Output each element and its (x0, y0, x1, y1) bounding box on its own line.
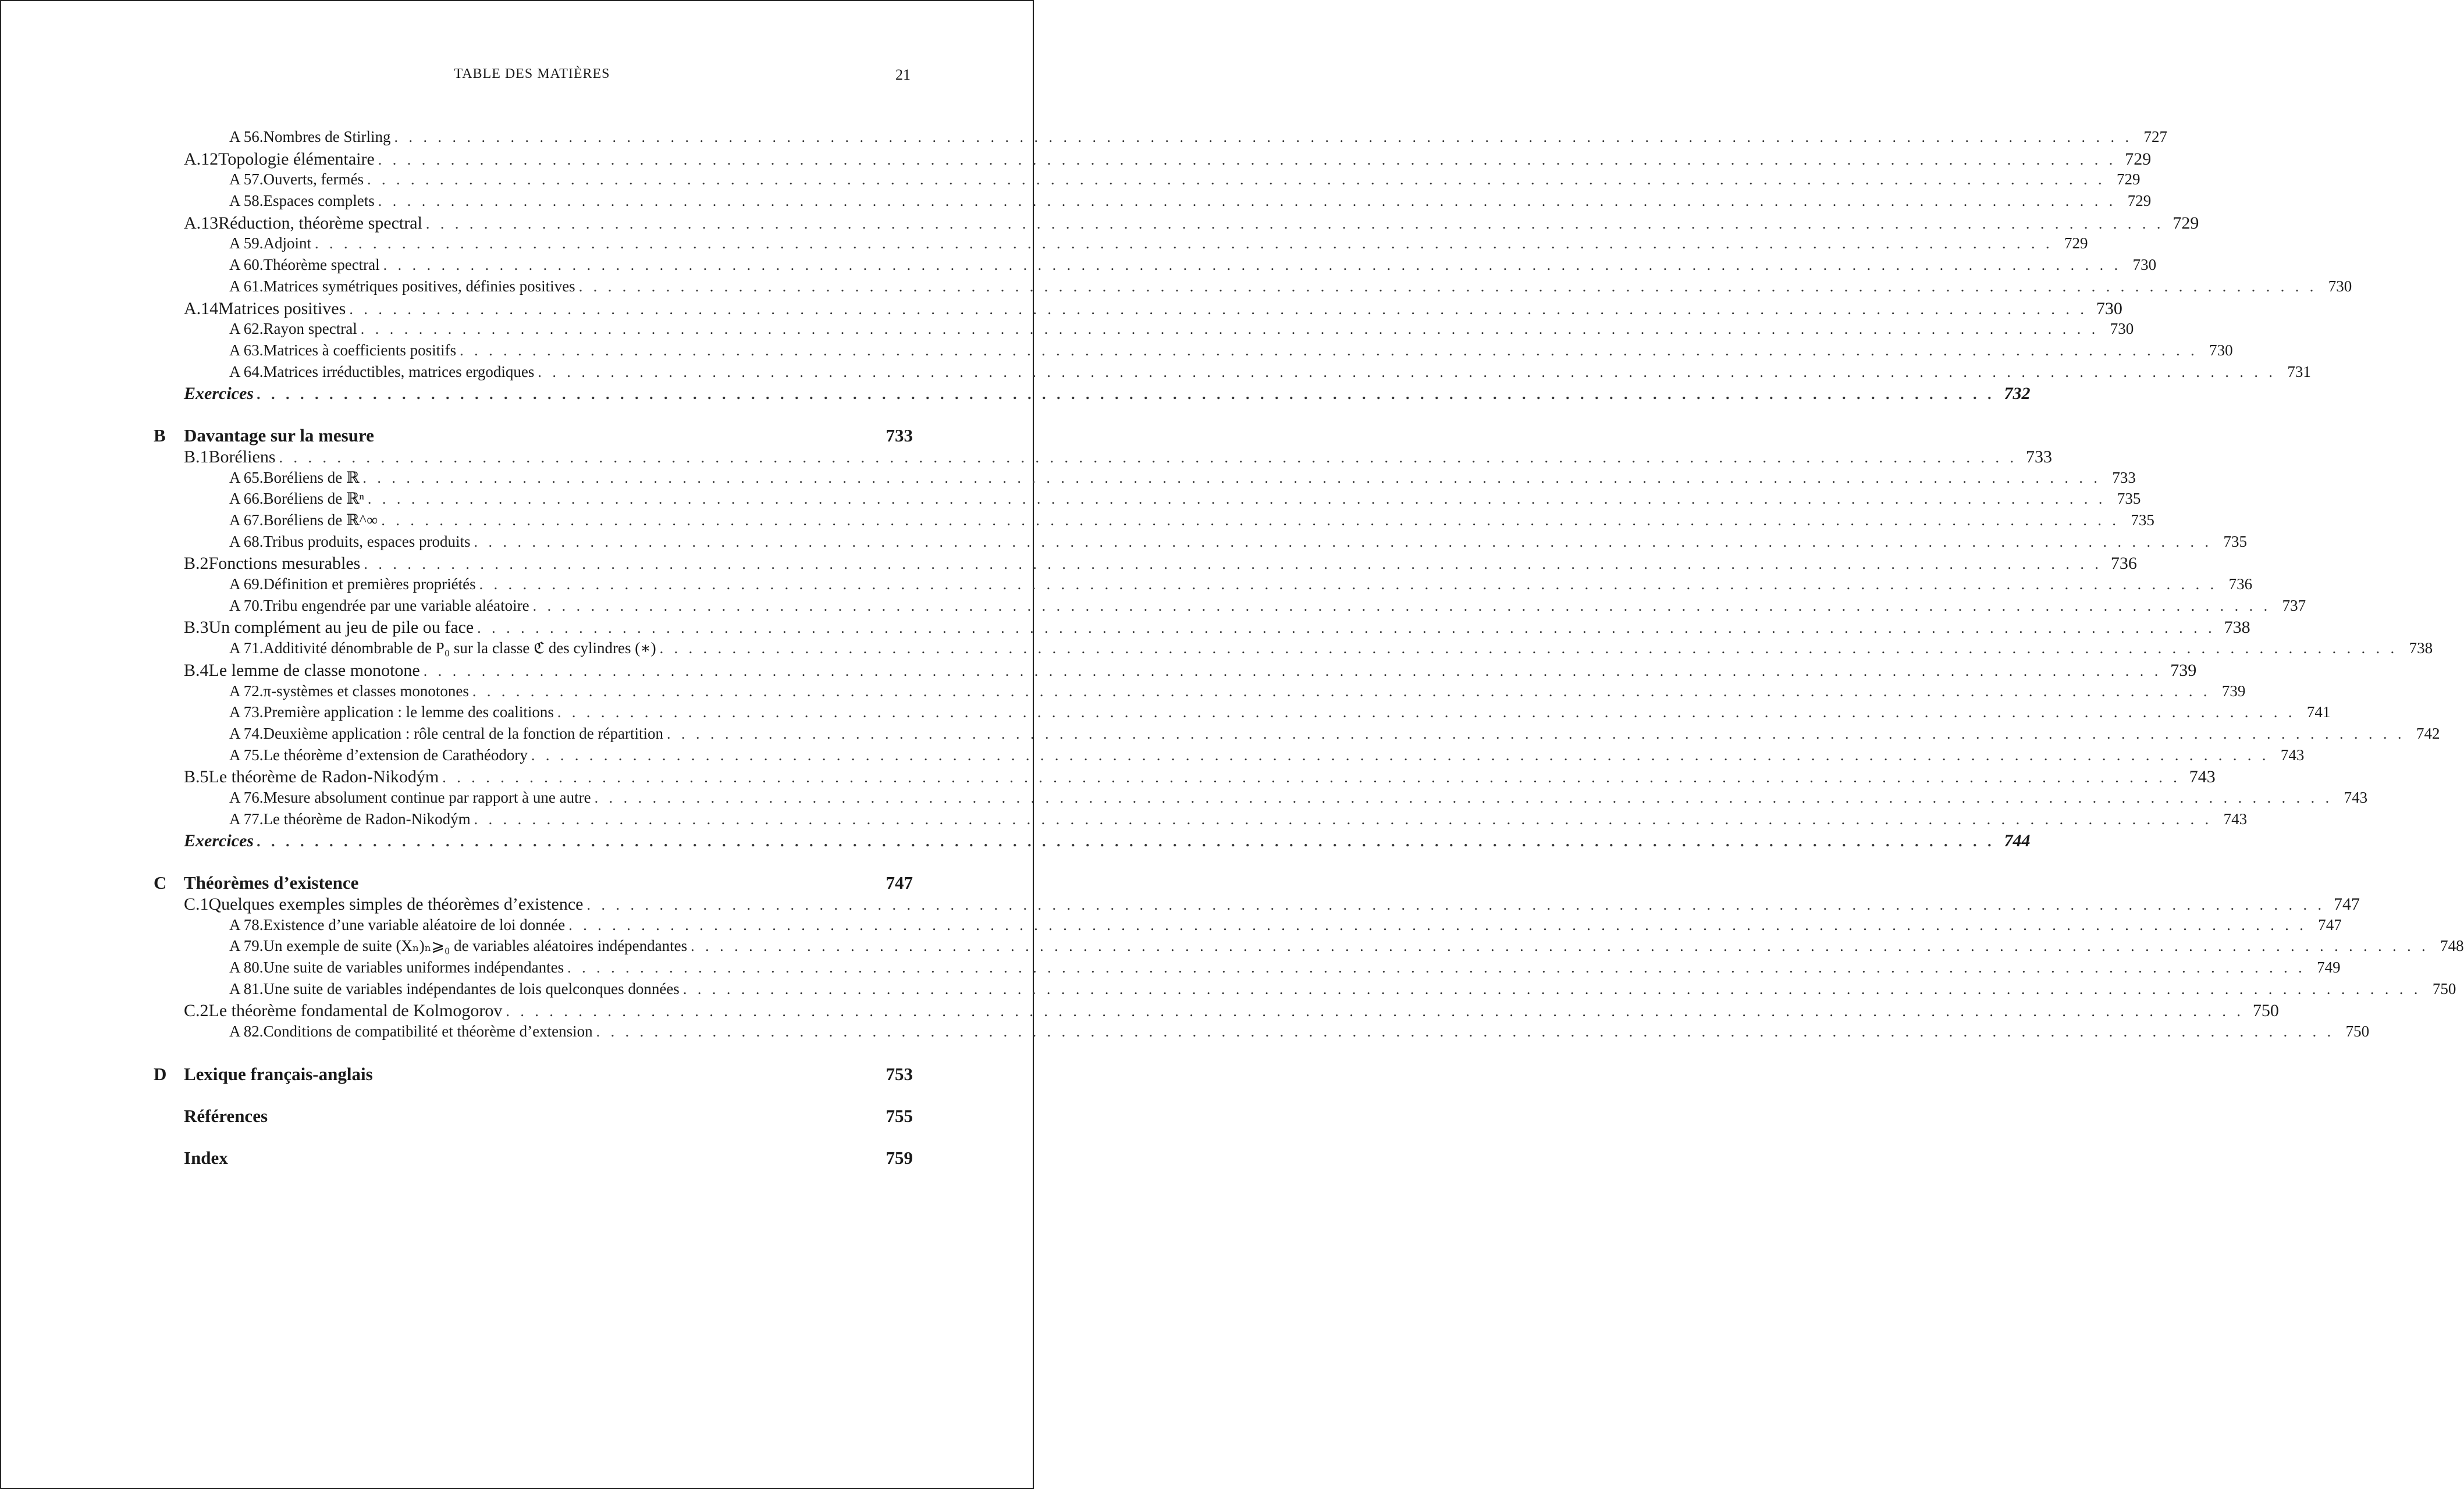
toc-number: A 77. (229, 810, 264, 828)
toc-title: Index (184, 1147, 228, 1168)
toc-number: A.14 (184, 298, 219, 318)
toc-page-number: 738 (2409, 639, 2433, 657)
toc-title: Le théorème d’extension de Carathéodory (263, 746, 528, 764)
toc-section[interactable] (154, 447, 2052, 469)
header-page-number: 21 (895, 66, 911, 83)
toc-page-number: 737 (2282, 596, 2306, 614)
toc-number: A 72. (229, 682, 264, 700)
toc-number: A.12 (184, 149, 219, 169)
dot-leader: . . . . . . . . . . . . . . . . . . . . . . . . . . . . . . . . . . . . . . . . . . . . . . . . . . . . . . . . . . . . . . . . . . . . . . . . . . . . . . . . . . . . . . . . . . . . . . . . . . . . . . . . . . . . . . . . . . . . . . . . (378, 151, 2117, 168)
toc-title: Adjoint (263, 234, 312, 252)
dot-leader: . . . . . . . . . . . . . . . . . . . . . . . . . . . . . . . . . . . . . . . . . . . . . . . . . . . . . . . . . . . . . . . . . . . . . . . . . . . . . . . . . . . . . . . . . . . . . . . . . . . . . . . . . . . . . . . . . . . . . . . . (378, 193, 2117, 210)
toc-page-number: 744 (2004, 831, 2031, 851)
dot-leader: . . . . . . . . . . . . . . . . . . . . . . . . . . . . . . . . . . . . . . . . . . . . . . . . . . . . . . . . . . . . . . . . . . . . . . . . . . . . . . . . . . . . . . . . . . . . . . . . . . . . . . . . . . . . . . . . . . . . . . . . (594, 789, 2333, 806)
toc-exercice[interactable] (154, 384, 2031, 405)
toc-page-number: 750 (2432, 979, 2456, 998)
toc-number: A 59. (229, 234, 264, 252)
toc-entry[interactable] (154, 532, 2248, 554)
toc-title: Matrices irréductibles, matrices ergodiques (263, 362, 535, 380)
toc-title: Le théorème fondamental de Kolmogorov (208, 1001, 503, 1021)
toc-number: A 75. (229, 746, 264, 764)
toc-entry[interactable] (154, 511, 2154, 533)
dot-leader: . . . . . . . . . . . . . . . . . . . . . . . . . . . . . . . . . . . . . . . . . . . . . . . . . . . . . . . . . . . . . . . . . . . . . . . . . . . . . . . . . . . . . . . . . . . . . . . . . . . . . . . . . . . . . . . . . . . . . . . . (531, 746, 2270, 764)
dot-leader: . . . . . . . . . . . . . . . . . . . . . . . . . . . . . . . . . . . . . . . . . . . . . . . . . . . . . . . . . . . . . . . . . . . . . . . . . . . . . . . . . . . . . . . . . . . . . . . . . . . . . . . . . . . . . . . . . . . . . . . . (474, 810, 2213, 828)
toc-page-number: 735 (2117, 490, 2141, 508)
toc-number: A 81. (229, 979, 264, 998)
toc-number: D (154, 1063, 167, 1084)
toc-page-number: 733 (2026, 447, 2052, 466)
toc-number: A 74. (229, 724, 264, 742)
toc-page-number: 730 (2209, 341, 2233, 359)
toc-title: Le lemme de classe monotone (208, 660, 420, 680)
toc-chapter[interactable] (154, 1106, 913, 1128)
toc-title: π-systèmes et classes monotones (263, 682, 469, 700)
toc-entry[interactable] (154, 192, 2152, 213)
toc-title: Une suite de variables uniformes indépendantes (263, 959, 564, 977)
toc-number: A 78. (229, 916, 264, 934)
toc-title: Boréliens de ℝⁿ (263, 490, 364, 508)
toc-title: Nombres de Stirling (263, 128, 391, 145)
toc-entry[interactable] (154, 810, 2248, 832)
toc-section[interactable] (154, 767, 2216, 789)
dot-leader: . . . . . . . . . . . . . . . . . . . . . . . . . . . . . . . . . . . . . . . . . . . . . . . . . . . . . . . . . . . . . . . . . . . . . . . . . . . . . . . . . . . . . . . . . . . . . . . . . . . . . . . . . . . . . . . . . . . . . . . . (532, 597, 2271, 614)
toc-title: Espaces complets (263, 192, 375, 210)
toc-number: B.3 (184, 618, 209, 637)
toc-entry[interactable] (154, 1023, 2370, 1044)
toc-number: A 67. (229, 511, 264, 529)
toc-section[interactable] (154, 895, 2360, 916)
dot-leader: . . . . . . . . . . . . . . . . . . . . . . . . . . . . . . . . . . . . . . . . . . . . . . . . . . . . . . . . . . . . . . . . . . . . . . . . . . . . . . . . . . . . . . . . . . . . . . . . . . . . . . . . . . . . . . . . . . . . . . . . (682, 980, 2422, 998)
toc-page-number: 738 (2224, 618, 2250, 637)
toc-page-number: 739 (2170, 660, 2197, 680)
toc-section[interactable] (154, 298, 2122, 320)
toc-entry[interactable] (154, 575, 2253, 597)
toc-title: Matrices à coefficients positifs (263, 341, 457, 359)
toc-number: A 80. (229, 959, 264, 977)
toc-chapter[interactable] (154, 872, 913, 895)
table-of-contents (154, 128, 2464, 1170)
dot-leader: . . . . . . . . . . . . . . . . . . . . . . . . . . . . . . . . . . . . . . . . . . . . . . . . . . . . . . . . . . . . . . . . . . . . . . . . . . . . . . . . . . . . . . . . . . . . . . . . . . . . . . . . . . . . . . . . . . . . . . . . (362, 469, 2101, 486)
toc-entry[interactable] (154, 639, 2433, 661)
toc-title: Boréliens de ℝ^∞ (263, 511, 378, 529)
toc-number: B.5 (184, 767, 209, 787)
running-header (154, 66, 911, 87)
toc-chapter[interactable] (154, 1064, 913, 1086)
toc-title: Exercices (184, 831, 254, 851)
toc-page-number: 735 (2131, 511, 2154, 529)
toc-entry[interactable] (154, 703, 2331, 725)
toc-page-number: 747 (886, 872, 913, 893)
dot-leader: . . . . . . . . . . . . . . . . . . . . . . . . . . . . . . . . . . . . . . . . . . . . . . . . . . . . . . . . . . . . . . . . . . . . . . . . . . . . . . . . . . . . . . . . . . . . . . . . . . . . . . . . . . . . . . . . . . . . . . . . (568, 916, 2307, 934)
toc-number: A 64. (229, 362, 264, 380)
toc-title: Définition et premières propriétés (263, 575, 476, 593)
toc-title: Première application : le lemme des coalitions (263, 703, 554, 721)
toc-section[interactable] (154, 660, 2197, 682)
toc-number: A 62. (229, 320, 264, 338)
dot-leader: . . . . . . . . . . . . . . . . . . . . . . . . . . . . . . . . . . . . . . . . . . . . . . . . . . . . . . . . . . . . . . . . . . . . . . . . . . . . . . . . . . . . . . . . . . . . . . . . . . . . . . . . . . . . . . . . . . . . . . . . (360, 320, 2099, 338)
toc-chapter[interactable] (154, 425, 913, 447)
dot-leader: . . . . . . . . . . . . . . . . . . . . . . . . . . . . . . . . . . . . . . . . . . . . . . . . . . . . . . . . . . . . . . . . . . . . . . . . . . . . . . . . . . . . . . . . . . . . . . . . . . . . . . . . . . . . . . . . . . . . . . . . (364, 555, 2102, 573)
dot-leader: . . . . . . . . . . . . . . . . . . . . . . . . . . . . . . . . . . . . . . . . . . . . . . . . . . . . . . . . . . . . . . . . . . . . . . . . . . . . . . . . . . . . . . . . . . . . . . . . . . . . . . . . . . . . . . . . . . . . . . . . (442, 769, 2181, 786)
toc-title: Deuxième application : rôle central de la fonction de répartition (263, 724, 663, 742)
toc-title: Lexique français-anglais (184, 1063, 373, 1084)
toc-number: B.2 (184, 554, 209, 573)
dot-leader: . . . . . . . . . . . . . . . . . . . . . . . . . . . . . . . . . . . . . . . . . . . . . . . . . . . . . . . . . . . . . . . . . . . . . . . . . . . . . . . . . . . . . . . . . . . . . . . . . . . . . . . . . . . . . . . . . . . . . . . . (472, 682, 2211, 700)
dot-leader: . . . . . . . . . . . . . . . . . . . . . . . . . . . . . . . . . . . . . . . . . . . . . . . . . . . . . . . . . . . . . . . . . . . . . . . . . . . . . . . . . . . . . . . . . . . . . . . . . . . . . . . . . . . . . . . . . . . . . . . . (367, 171, 2106, 188)
toc-title: Un complément au jeu de pile ou face (208, 618, 474, 637)
toc-entry[interactable] (154, 341, 2233, 363)
toc-number: A 57. (229, 170, 264, 188)
dot-leader: . . . . . . . . . . . . . . . . . . . . . . . . . . . . . . . . . . . . . . . . . . . . . . . . . . . . . . . . . . . . . . . . . . . . . . . . . . . . . . . . . . . . . . . . . . . . . . . . . . . . . . . . . . . . . . . . . . . . . . . . (538, 363, 2276, 380)
toc-section[interactable] (154, 1001, 2279, 1023)
toc-title: Matrices positives (218, 298, 346, 318)
toc-number: A 61. (229, 277, 264, 295)
toc-page-number: 743 (2280, 746, 2305, 764)
toc-entry[interactable] (154, 128, 2167, 149)
toc-entry[interactable] (154, 170, 2141, 192)
toc-title: Davantage sur la mesure (184, 425, 374, 446)
toc-title: Un exemple de suite (Xₙ)ₙ⩾₀ de variables aléatoires indépendantes (263, 937, 688, 955)
dot-leader: . . . . . . . . . . . . . . . . . . . . . . . . . . . . . . . . . . . . . . . . . . . . . . . . . . . . . . . . . . . . . . . . . . . . . . . . . . . . . . . . . . . . . . . . . . . . . . . . . . . . . . . . . . . . . . . . . . . . . . . . (557, 704, 2296, 721)
dot-leader: . . . . . . . . . . . . . . . . . . . . . . . . . . . . . . . . . . . . . . . . . . . . . . . . . . . . . . . . . . . . . . . . . . . . . . . . . . . . . . . . . . . . . . . . . . . . . . . . . . . . . . . . . . . . . . . . . . . . . . . . (477, 619, 2216, 637)
dot-leader: . . . . . . . . . . . . . . . . . . . . . . . . . . . . . . . . . . . . . . . . . . . . . . . . . . . . . . . . . . . . . . . . . . . . . . . . . . . . . . . . . . . . . . . . . . . . . . . . . . . . . . . . . . . . . . . . . . . . . . . . (315, 235, 2053, 252)
toc-section[interactable] (154, 554, 2137, 575)
toc-page-number: 742 (2416, 724, 2440, 742)
toc-page-number: 743 (2344, 788, 2368, 806)
toc-title: Réduction, théorème spectral (218, 213, 422, 233)
dot-leader: . . . . . . . . . . . . . . . . . . . . . . . . . . . . . . . . . . . . . . . . . . . . . . . . . . . . . . . . . . . . . . . . . . . . . . . . . . . . . . . . . . . . . . . . . . . . . . . . . . . . . . . . . . . . . . . . . . . . . . . . (659, 640, 2398, 657)
dot-leader: . . . . . . . . . . . . . . . . . . . . . . . . . . . . . . . . . . . . . . . . . . . . . . . . . . . . . . . . . . . . . . . . . . . . . . . . . . . . . . . . . . . . . . . . . . . . . . . . . . . . . . . . . . . . . . . . . . . . . . . . (425, 215, 2164, 232)
toc-page-number: 729 (2116, 170, 2141, 188)
toc-title: Conditions de compatibilité et théorème d’extension (263, 1023, 593, 1041)
toc-page-number: 730 (2132, 256, 2157, 274)
toc-entry[interactable] (154, 788, 2368, 810)
toc-page-number: 743 (2189, 767, 2216, 787)
dot-leader: . . . . . . . . . . . . . . . . . . . . . . . . . . . . . . . . . . . . . . . . . . . . . . . . . . . . . . . . . . . . . . . . . . . . . . . . . . . . . . . . . . . . . . . . . . . . . . . . . . . . . . . . . . . . . . . . . . . . . . . . (394, 129, 2132, 145)
toc-number: A 60. (229, 256, 264, 274)
dot-leader: . . . . . . . . . . . . . . . . . . . . . . . . . . . . . . . . . . . . . . . . . . . . . . . . . . . . . . . . . . . . . . . . . . . . . . . . . . . . . . . . . . . . . . . . . . . . . . . . . . . . . . . . . . . . . . . . . . . . . . . . (381, 512, 2120, 529)
toc-entry[interactable] (154, 277, 2352, 299)
toc-title: Boréliens de ℝ (263, 468, 360, 486)
dot-leader: . . . . . . . . . . . . . . . . . . . . . . . . . . . . . . . . . . . . . . . . . . . . . . . . . . . . . . . . . . . . . . . . . . . . . . . . . . . . . . . . . . . . . . . . . . . . . . . . . . . . . . . . . . . . . . . . . . . . . . . . (667, 725, 2405, 742)
dot-leader: . . . . . . . . . . . . . . . . . . . . . . . . . . . . . . . . . . . . . . . . . . . . . . . . . . . . . . . . . . . . . . . . . . . . . . . . . . . . . . . . . . . . . . . . . . . . . . . . . . . . . . . . . . . . . . . . . . . . . . . . (567, 959, 2306, 977)
toc-number: A 73. (229, 703, 264, 721)
toc-page-number: 736 (2110, 554, 2137, 573)
toc-title: Ouverts, fermés (263, 170, 364, 188)
toc-exercice[interactable] (154, 831, 2031, 853)
dot-leader: . . . . . . . . . . . . . . . . . . . . . . . . . . . . . . . . . . . . . . . . . . . . . . . . . . . . . . . . . . . . . . . . . . . . . . . . . . . . . . . . . . . . . . . . . . . . . . . . . . . . . . . . . . . . . . . . . . . . . . . . (474, 533, 2213, 550)
toc-entry[interactable] (154, 596, 2306, 618)
toc-entry[interactable] (154, 682, 2246, 704)
toc-number: A 66. (229, 490, 264, 508)
toc-entry[interactable] (154, 916, 2342, 938)
toc-title: Boréliens (208, 447, 276, 466)
toc-title: Théorèmes d’existence (184, 872, 359, 893)
toc-title: Topologie élémentaire (218, 149, 375, 169)
toc-page-number: 729 (2064, 234, 2088, 252)
toc-entry[interactable] (154, 746, 2305, 768)
toc-entry[interactable] (154, 490, 2141, 511)
toc-title: Théorème spectral (263, 256, 380, 274)
toc-page-number: 759 (886, 1147, 913, 1168)
toc-page-number: 749 (2317, 959, 2341, 977)
dot-leader: . . . . . . . . . . . . . . . . . . . . . . . . . . . . . . . . . . . . . . . . . . . . . . . . . . . . . . . . . . . . . . . . . . . . . . . . . . . . . . . . . . . . . . . . . . . . . . . . . . . . . . . . . . . . . . . . . . . . . . . . (596, 1023, 2335, 1041)
toc-title: Quelques exemples simples de théorèmes d’existence (208, 895, 584, 914)
toc-page-number: 733 (886, 425, 913, 446)
toc-number: A 63. (229, 341, 264, 359)
toc-entry[interactable] (154, 468, 2136, 490)
toc-number: B.1 (184, 447, 209, 466)
toc-page-number: 729 (2173, 213, 2199, 233)
toc-number: A 68. (229, 532, 264, 550)
toc-page-number: 733 (2112, 468, 2136, 486)
toc-page-number: 741 (2306, 703, 2331, 721)
dot-leader: . . . . . . . . . . . . . . . . . . . . . . . . . . . . . . . . . . . . . . . . . . . . . . . . . . . . . . . . . . . . . . . . . . . . . . . . . . . . . . . . . . . . . . . . . . . . . . . . . . . . . . . . . . . . . . . . . . . . . . . . (506, 1003, 2244, 1020)
toc-page-number: 748 (2440, 937, 2464, 955)
toc-title: Matrices symétriques positives, définies positives (263, 277, 575, 295)
toc-title: Rayon spectral (263, 320, 357, 338)
dot-leader: . . . . . . . . . . . . . . . . . . . . . . . . . . . . . . . . . . . . . . . . . . . . . . . . . . . . . . . . . . . . . . . . . . . . . . . . . . . . . . . . . . . . . . . . . . . . . . . . . . . . . . . . . . . . . . . . . . . . . . . . (479, 576, 2218, 593)
toc-number: A.13 (184, 213, 219, 233)
toc-page-number: 753 (886, 1063, 913, 1084)
toc-page-number: 730 (2110, 320, 2134, 338)
toc-number: C.2 (184, 1001, 209, 1021)
dot-leader: . . . . . . . . . . . . . . . . . . . . . . . . . . . . . . . . . . . . . . . . . . . . . . . . . . . . . . . . . . . . . . . . . . . . . . . . . . . . . . . . . . . . . . . . . . . . . . . . . . . . . . . . . . . . . . . . . . . . . . . . (279, 448, 2017, 466)
toc-page-number: 747 (2318, 916, 2342, 934)
toc-section[interactable] (154, 618, 2250, 639)
toc-page-number: 729 (2127, 192, 2152, 210)
toc-page-number: 730 (2096, 298, 2122, 318)
toc-number: A 70. (229, 596, 264, 614)
toc-title: Tribu engendrée par une variable aléatoire (263, 596, 529, 614)
toc-number: A 69. (229, 575, 264, 593)
toc-page-number: 735 (2223, 532, 2248, 550)
toc-page-number: 750 (2252, 1001, 2279, 1021)
toc-entry[interactable] (154, 256, 2157, 277)
toc-entry[interactable] (154, 362, 2311, 384)
toc-title: Exercices (184, 384, 254, 404)
toc-page-number: 755 (886, 1105, 913, 1126)
toc-page-number: 736 (2228, 575, 2253, 593)
dot-leader: . . . . . . . . . . . . . . . . . . . . . . . . . . . . . . . . . . . . . . . . . . . . . . . . . . . . . . . . . . . . . . . . . . . . . . . . . . . . . . . . . . . . . . . . . . . . . . . . . . . . . . . . . . . . . . . . . . . . . . . . (460, 341, 2198, 359)
toc-section[interactable] (154, 213, 2199, 235)
toc-title: Références (184, 1105, 268, 1126)
toc-page-number: 750 (2345, 1023, 2370, 1041)
toc-number: B.4 (184, 660, 209, 680)
toc-number: A 56. (229, 128, 264, 145)
toc-title: Le théorème de Radon-Nikodým (263, 810, 471, 828)
dot-leader: . . . . . . . . . . . . . . . . . . . . . . . . . . . . . . . . . . . . . . . . . . . . . . . . . . . . . . . . . . . . . . . . . . . . . . . . . . . . . . . . . . . . . . . . . . . . . . . . . . . . . . . . . . . . . . . . . . . . . . . . (257, 833, 1996, 850)
toc-entry[interactable] (154, 724, 2440, 746)
toc-section[interactable] (154, 149, 2152, 171)
toc-chapter[interactable] (154, 1148, 913, 1170)
toc-entry[interactable] (154, 959, 2341, 980)
toc-page-number: 731 (2287, 362, 2311, 380)
toc-number: A 71. (229, 639, 264, 657)
toc-entry[interactable] (154, 320, 2134, 341)
dot-leader: . . . . . . . . . . . . . . . . . . . . . . . . . . . . . . . . . . . . . . . . . . . . . . . . . . . . . . . . . . . . . . . . . . . . . . . . . . . . . . . . . . . . . . . . . . . . . . . . . . . . . . . . . . . . . . . . . . . . . . . . (349, 300, 2088, 318)
toc-title: Une suite de variables indépendantes de lois quelconques données (263, 979, 680, 998)
toc-entry[interactable] (154, 234, 2088, 256)
toc-number: A 82. (229, 1023, 264, 1041)
toc-title: Existence d’une variable aléatoire de loi donnée (263, 916, 566, 934)
toc-entry[interactable] (154, 937, 2464, 959)
dot-leader: . . . . . . . . . . . . . . . . . . . . . . . . . . . . . . . . . . . . . . . . . . . . . . . . . . . . . . . . . . . . . . . . . . . . . . . . . . . . . . . . . . . . . . . . . . . . . . . . . . . . . . . . . . . . . . . . . . . . . . . . (691, 938, 2429, 955)
dot-leader: . . . . . . . . . . . . . . . . . . . . . . . . . . . . . . . . . . . . . . . . . . . . . . . . . . . . . . . . . . . . . . . . . . . . . . . . . . . . . . . . . . . . . . . . . . . . . . . . . . . . . . . . . . . . . . . . . . . . . . . . (257, 386, 1996, 403)
toc-page-number: 730 (2328, 277, 2352, 295)
toc-page-number: 729 (2125, 149, 2152, 169)
dot-leader: . . . . . . . . . . . . . . . . . . . . . . . . . . . . . . . . . . . . . . . . . . . . . . . . . . . . . . . . . . . . . . . . . . . . . . . . . . . . . . . . . . . . . . . . . . . . . . . . . . . . . . . . . . . . . . . . . . . . . . . . (423, 662, 2162, 679)
toc-number: C.1 (184, 895, 209, 914)
toc-number: C (154, 872, 167, 893)
toc-title: Le théorème de Radon-Nikodým (208, 767, 439, 787)
toc-page-number: 747 (2333, 895, 2360, 914)
toc-number: A 65. (229, 468, 264, 486)
dot-leader: . . . . . . . . . . . . . . . . . . . . . . . . . . . . . . . . . . . . . . . . . . . . . . . . . . . . . . . . . . . . . . . . . . . . . . . . . . . . . . . . . . . . . . . . . . . . . . . . . . . . . . . . . . . . . . . . . . . . . . . . (586, 896, 2325, 913)
header-title: TABLE DES MATIÈRES (454, 66, 610, 81)
toc-title: Mesure absolument continue par rapport à une autre (263, 788, 591, 806)
toc-number: A 79. (229, 937, 264, 955)
toc-page-number: 727 (2143, 128, 2167, 145)
toc-title: Additivité dénombrable de P₀ sur la classe ℭ des cylindres (∗) (263, 639, 656, 657)
toc-title: Fonctions mesurables (208, 554, 361, 573)
toc-entry[interactable] (154, 979, 2456, 1002)
toc-page-number: 743 (2223, 810, 2248, 828)
dot-leader: . . . . . . . . . . . . . . . . . . . . . . . . . . . . . . . . . . . . . . . . . . . . . . . . . . . . . . . . . . . . . . . . . . . . . . . . . . . . . . . . . . . . . . . . . . . . . . . . . . . . . . . . . . . . . . . . . . . . . . . . (383, 257, 2122, 274)
toc-title: Tribus produits, espaces produits (263, 532, 471, 550)
toc-page-number: 732 (2004, 384, 2031, 404)
toc-number: A 76. (229, 788, 264, 806)
dot-leader: . . . . . . . . . . . . . . . . . . . . . . . . . . . . . . . . . . . . . . . . . . . . . . . . . . . . . . . . . . . . . . . . . . . . . . . . . . . . . . . . . . . . . . . . . . . . . . . . . . . . . . . . . . . . . . . . . . . . . . . . (578, 277, 2317, 295)
toc-number: A 58. (229, 192, 264, 210)
dot-leader: . . . . . . . . . . . . . . . . . . . . . . . . . . . . . . . . . . . . . . . . . . . . . . . . . . . . . . . . . . . . . . . . . . . . . . . . . . . . . . . . . . . . . . . . . . . . . . . . . . . . . . . . . . . . . . . . . . . . . . . . (367, 490, 2106, 508)
toc-number: B (154, 425, 166, 446)
toc-page-number: 739 (2221, 682, 2246, 700)
